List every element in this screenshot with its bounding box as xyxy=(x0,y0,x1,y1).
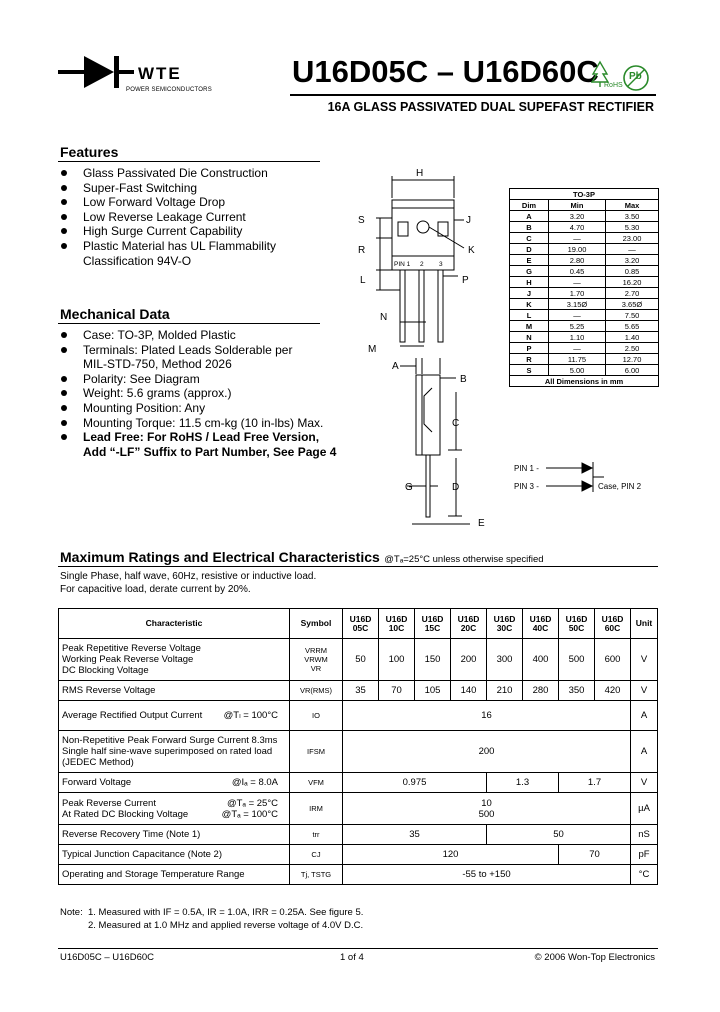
dim-label-d: D xyxy=(452,482,460,493)
brand-subtitle: POWER SEMICONDUCTORS xyxy=(126,87,212,93)
dim-table-cell: — xyxy=(606,244,659,255)
list-item: Weight: 5.6 grams (approx.) xyxy=(58,386,358,401)
cell-unit: V xyxy=(631,681,658,701)
mechanical-list xyxy=(58,328,358,459)
lead-free-item: Lead Free: For RoHS / Lead Free Version, Add “-LF” Suffix to Part Number, See Page 4 xyxy=(58,430,358,459)
dim-table-cell: K xyxy=(510,299,549,310)
row-symbol: trr xyxy=(290,825,343,845)
dimension-table xyxy=(509,188,659,387)
part-title: U16D05C – U16D60C xyxy=(292,54,599,89)
cell: 210 xyxy=(487,681,523,701)
dim-table-package: TO-3P xyxy=(510,189,659,200)
dim-label-a: A xyxy=(392,361,399,372)
dim-table-cell: 1.10 xyxy=(549,332,606,343)
ratings-heading-block xyxy=(60,549,544,567)
dim-table-cell: 5.00 xyxy=(549,365,606,376)
cell: 200 xyxy=(343,731,631,773)
footer-copyright: © 2006 Won-Top Electronics xyxy=(534,952,655,963)
row-symbol: IFSM xyxy=(290,731,343,773)
schematic-pin1: PIN 1 - xyxy=(514,464,539,473)
dim-label-k: K xyxy=(468,245,475,256)
dim-label-g: G xyxy=(405,482,413,493)
cell: 600 xyxy=(595,639,631,681)
page-number: 1 of 4 xyxy=(340,952,364,963)
dim-label-s: S xyxy=(358,215,365,226)
dim-table-row xyxy=(510,266,659,277)
cell-unit: A xyxy=(631,701,658,731)
list-item: Super-Fast Switching xyxy=(58,181,328,196)
dim-table-cell: 3.65Ø xyxy=(606,299,659,310)
table-row xyxy=(59,681,658,701)
dim-table-cell: 5.25 xyxy=(549,321,606,332)
dim-table-header: Min xyxy=(549,200,606,211)
dim-table-row xyxy=(510,288,659,299)
dim-table-cell: P xyxy=(510,343,549,354)
table-row xyxy=(59,865,658,885)
list-item: Terminals: Plated Leads Solderable per MIL-STD-750, Method 2026 xyxy=(58,343,358,372)
col-part: U16D 40C xyxy=(523,609,559,639)
dim-table-cell: 1.70 xyxy=(549,288,606,299)
cell: -55 to +150 xyxy=(343,865,631,885)
dim-table-cell: 2.50 xyxy=(606,343,659,354)
cell-unit: µA xyxy=(631,793,658,825)
features-rule xyxy=(58,161,320,162)
footer-rule xyxy=(58,948,658,949)
dim-table-row xyxy=(510,277,659,288)
cell: 105 xyxy=(415,681,451,701)
dim-table-cell: — xyxy=(549,343,606,354)
cell-unit: V xyxy=(631,773,658,793)
row-characteristic: Peak Repetitive Reverse Voltage Working Peak Reverse Voltage DC Blocking Voltage xyxy=(59,639,290,681)
cell: 70 xyxy=(559,845,631,865)
footer-part: U16D05C – U16D60C xyxy=(60,952,154,963)
cell: 35 xyxy=(343,681,379,701)
dim-table-cell: M xyxy=(510,321,549,332)
col-unit: Unit xyxy=(631,609,658,639)
dim-table-cell: 12.70 xyxy=(606,354,659,365)
list-item: Low Reverse Leakage Current xyxy=(58,210,328,225)
dim-label-j: J xyxy=(466,215,471,226)
dim-table-cell: C xyxy=(510,233,549,244)
dim-table-cell: R xyxy=(510,354,549,365)
dim-table-row xyxy=(510,343,659,354)
dim-table-row xyxy=(510,365,659,376)
row-characteristic: Operating and Storage Temperature Range xyxy=(59,865,290,885)
list-item: Mounting Position: Any xyxy=(58,401,358,416)
row-symbol: VFM xyxy=(290,773,343,793)
dim-table-cell: 23.00 xyxy=(606,233,659,244)
cell: 16 xyxy=(343,701,631,731)
col-part: U16D 30C xyxy=(487,609,523,639)
table-row xyxy=(59,731,658,773)
row-symbol: VR(RMS) xyxy=(290,681,343,701)
cell: 140 xyxy=(451,681,487,701)
dim-table-row xyxy=(510,233,659,244)
pin-label-1: PIN 1 xyxy=(394,261,411,268)
row-symbol: IRM xyxy=(290,793,343,825)
cell: 70 xyxy=(379,681,415,701)
ratings-intro-1: Single Phase, half wave, 60Hz, resistive or inductive load. xyxy=(60,571,317,582)
dim-table-cell: D xyxy=(510,244,549,255)
dim-table-cell: J xyxy=(510,288,549,299)
dim-table-row xyxy=(510,310,659,321)
dim-table-row xyxy=(510,354,659,365)
brand-name: WTE xyxy=(138,64,182,83)
row-characteristic: RMS Reverse Voltage xyxy=(59,681,290,701)
dim-table-cell: 11.75 xyxy=(549,354,606,365)
dim-table-cell: — xyxy=(549,233,606,244)
dim-table-row xyxy=(510,299,659,310)
package-outline-diagram xyxy=(352,160,502,530)
row-characteristic: Typical Junction Capacitance (Note 2) xyxy=(59,845,290,865)
dim-table-cell: 19.00 xyxy=(549,244,606,255)
ratings-table xyxy=(58,608,658,885)
col-part: U16D 50C xyxy=(559,609,595,639)
dim-table-cell: N xyxy=(510,332,549,343)
dim-table-cell: G xyxy=(510,266,549,277)
ratings-condition: @Tₐ=25°C unless otherwise specified xyxy=(384,554,544,565)
dim-table-cell: 3.20 xyxy=(606,255,659,266)
dim-label-n: N xyxy=(380,312,388,323)
dim-table-cell: 3.50 xyxy=(606,211,659,222)
dim-label-l: L xyxy=(360,275,366,286)
pin-label-3: 3 xyxy=(439,261,443,268)
notes-label: Note: xyxy=(60,907,83,918)
cell-unit: °C xyxy=(631,865,658,885)
dim-table-cell: 0.85 xyxy=(606,266,659,277)
cell: 1.3 xyxy=(487,773,559,793)
row-symbol: CJ xyxy=(290,845,343,865)
dim-label-m: M xyxy=(368,344,377,355)
cell: 50 xyxy=(487,825,631,845)
compliance-badges xyxy=(590,60,660,96)
row-characteristic: Reverse Recovery Time (Note 1) xyxy=(59,825,290,845)
ratings-heading: Maximum Ratings and Electrical Characteristics xyxy=(60,549,380,565)
schematic-pin3: PIN 3 - xyxy=(514,482,539,491)
list-item: Glass Passivated Die Construction xyxy=(58,166,328,181)
table-row xyxy=(59,825,658,845)
col-part: U16D 05C xyxy=(343,609,379,639)
cell: 100 xyxy=(379,639,415,681)
row-symbol: VRRM VRWM VR xyxy=(290,639,343,681)
note-1: 1. Measured with IF = 0.5A, IR = 1.0A, IRR = 0.25A. See figure 5. xyxy=(88,907,364,918)
col-part: U16D 20C xyxy=(451,609,487,639)
col-part: U16D 10C xyxy=(379,609,415,639)
cell: 1.7 xyxy=(559,773,631,793)
dim-table-cell: A xyxy=(510,211,549,222)
dim-table-cell: L xyxy=(510,310,549,321)
dim-table-cell: 4.70 xyxy=(549,222,606,233)
dim-table-cell: 3.20 xyxy=(549,211,606,222)
cell: 35 xyxy=(343,825,487,845)
pb-label: Pb xyxy=(629,71,642,82)
features-list xyxy=(58,166,328,268)
dim-label-e: E xyxy=(478,518,485,529)
dim-table-cell: E xyxy=(510,255,549,266)
table-row xyxy=(59,639,658,681)
schematic-case: Case, PIN 2 xyxy=(598,482,642,491)
table-row xyxy=(59,845,658,865)
mechanical-rule xyxy=(58,323,320,324)
cell-unit: V xyxy=(631,639,658,681)
dim-table-header: Dim xyxy=(510,200,549,211)
cell: 420 xyxy=(595,681,631,701)
col-part: U16D 15C xyxy=(415,609,451,639)
list-item: Case: TO-3P, Molded Plastic xyxy=(58,328,358,343)
cell: 10 500 xyxy=(343,793,631,825)
cell: 300 xyxy=(487,639,523,681)
dim-label-r: R xyxy=(358,245,366,256)
ratings-rule xyxy=(58,566,658,567)
dim-label-c: C xyxy=(452,418,460,429)
col-part: U16D 60C xyxy=(595,609,631,639)
dim-table-header: Max xyxy=(606,200,659,211)
header-rule xyxy=(290,94,656,96)
rohs-label: RoHS xyxy=(604,82,623,89)
table-row xyxy=(59,793,658,825)
cell: 200 xyxy=(451,639,487,681)
dim-table-cell: B xyxy=(510,222,549,233)
dim-label-p: P xyxy=(462,275,469,286)
cell-unit: pF xyxy=(631,845,658,865)
dim-label-h: H xyxy=(416,168,424,179)
row-symbol: IO xyxy=(290,701,343,731)
dim-table-row xyxy=(510,255,659,266)
dim-table-cell: 3.15Ø xyxy=(549,299,606,310)
table-row xyxy=(59,701,658,731)
dim-table-row xyxy=(510,244,659,255)
cell-unit: A xyxy=(631,731,658,773)
col-characteristic: Characteristic xyxy=(59,609,290,639)
dim-table-cell: 7.50 xyxy=(606,310,659,321)
list-item: Low Forward Voltage Drop xyxy=(58,195,328,210)
dim-table-footer: All Dimensions in mm xyxy=(510,376,659,387)
cell: 400 xyxy=(523,639,559,681)
cell: 150 xyxy=(415,639,451,681)
dim-table-cell: 6.00 xyxy=(606,365,659,376)
list-item: High Surge Current Capability xyxy=(58,224,328,239)
dim-table-cell: 2.70 xyxy=(606,288,659,299)
cell-unit: nS xyxy=(631,825,658,845)
dim-table-cell: S xyxy=(510,365,549,376)
dim-table-row xyxy=(510,332,659,343)
dim-table-cell: 5.65 xyxy=(606,321,659,332)
dim-table-cell: 5.30 xyxy=(606,222,659,233)
list-item: Polarity: See Diagram xyxy=(58,372,358,387)
dim-table-cell: 1.40 xyxy=(606,332,659,343)
dim-table-row xyxy=(510,321,659,332)
cell: 350 xyxy=(559,681,595,701)
cell: 120 xyxy=(343,845,559,865)
row-symbol: Tj, TSTG xyxy=(290,865,343,885)
dim-table-cell: 16.20 xyxy=(606,277,659,288)
row-characteristic: Peak Reverse Current @Tₐ = 25°C At Rated DC Blocking Voltage @Tₐ = 100°C xyxy=(59,793,290,825)
table-row xyxy=(59,773,658,793)
row-characteristic: Non-Repetitive Peak Forward Surge Current 8.3ms Single half sine-wave superimposed on rated load (JEDEC Method) xyxy=(59,731,290,773)
dim-table-cell: 0.45 xyxy=(549,266,606,277)
note-2: 2. Measured at 1.0 MHz and applied reverse voltage of 4.0V D.C. xyxy=(88,920,364,931)
row-characteristic: Forward Voltage @Iₐ = 8.0A xyxy=(59,773,290,793)
mechanical-heading: Mechanical Data xyxy=(60,306,170,322)
dim-table-row xyxy=(510,211,659,222)
pin-schematic-diagram xyxy=(512,458,662,498)
product-subtitle: 16A GLASS PASSIVATED DUAL SUPEFAST RECTIFIER xyxy=(327,100,654,114)
dim-table-cell: — xyxy=(549,310,606,321)
dim-table-row xyxy=(510,222,659,233)
features-heading: Features xyxy=(60,144,119,160)
dim-table-cell: — xyxy=(549,277,606,288)
list-item: Plastic Material has UL Flammability Classification 94V-O xyxy=(58,239,328,268)
cell: 0.975 xyxy=(343,773,487,793)
cell: 500 xyxy=(559,639,595,681)
ratings-intro-2: For capacitive load, derate current by 20%. xyxy=(60,584,251,595)
col-symbol: Symbol xyxy=(290,609,343,639)
cell: 280 xyxy=(523,681,559,701)
cell: 50 xyxy=(343,639,379,681)
list-item: Mounting Torque: 11.5 cm-kg (10 in-lbs) Max. xyxy=(58,416,358,431)
dim-table-cell: H xyxy=(510,277,549,288)
pin-label-2: 2 xyxy=(420,261,424,268)
row-characteristic: Average Rectified Output Current @Tₗ = 100°C xyxy=(59,701,290,731)
dim-label-b: B xyxy=(460,374,467,385)
dim-table-cell: 2.80 xyxy=(549,255,606,266)
